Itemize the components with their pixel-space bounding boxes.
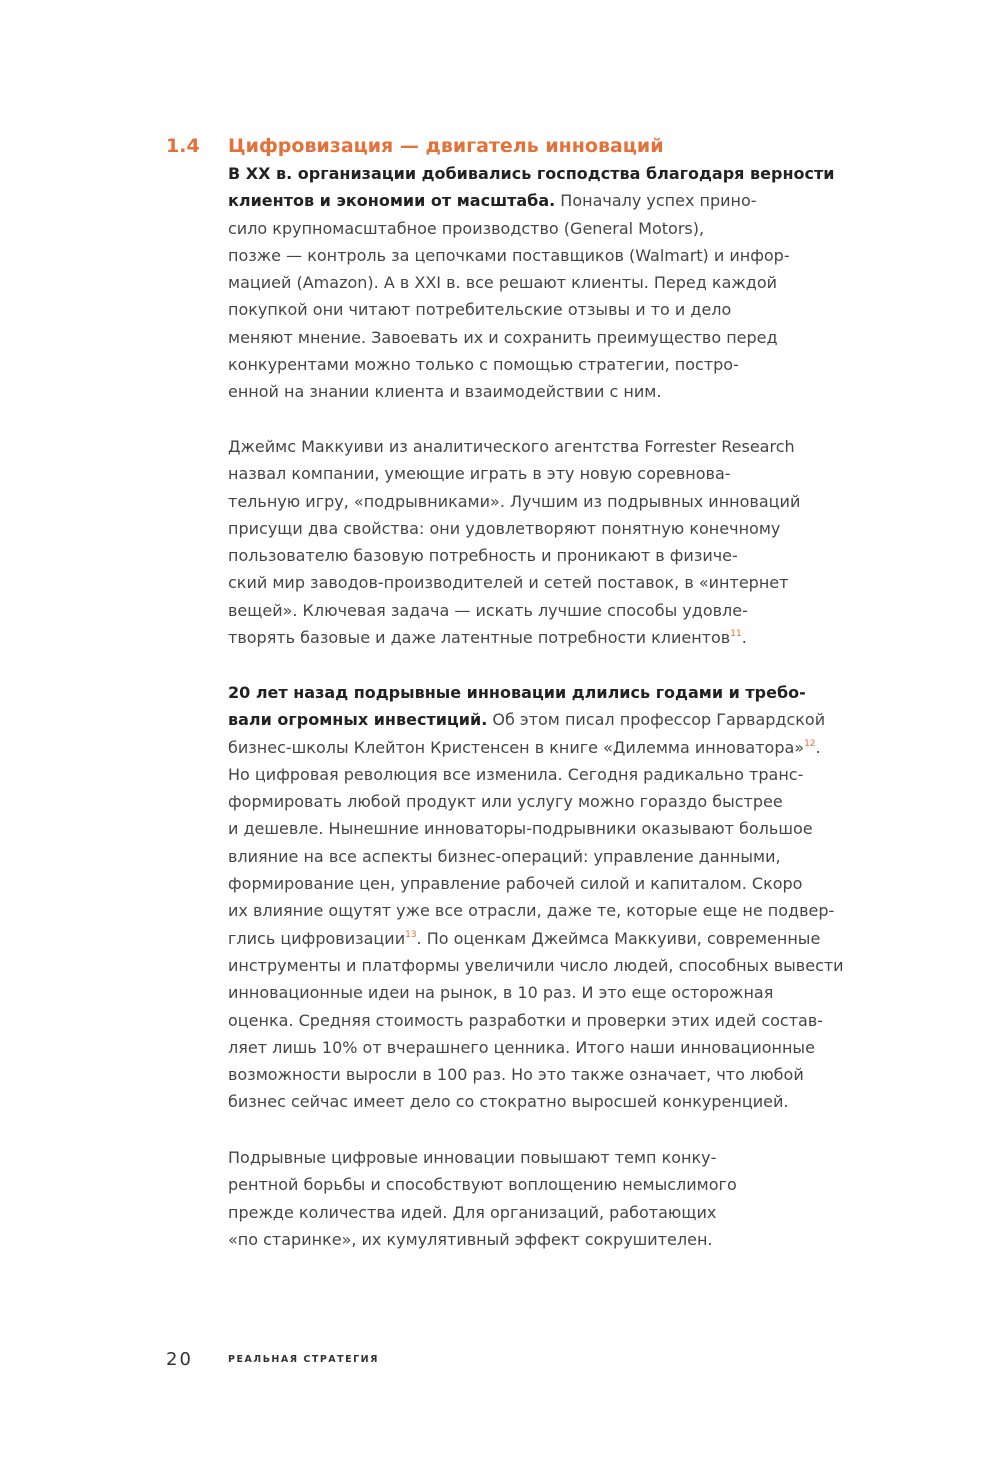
p3-line: 20 лет назад подрывные инновации длились годами и требо- [228,683,806,702]
p3-line: Но цифровая революция все изменила. Сегодня радикально транс- [228,764,804,784]
p3-line [228,706,868,733]
p3-line-text: глись цифровизации [228,928,406,948]
p1-line: конкурентами можно только с помощью стратегии, постро- [228,355,739,375]
footnote-ref-13[interactable]: 13 [405,929,417,940]
p1-line: енной на знании клиента и взаимодействии с ним. [228,382,662,402]
p1-line: позже — контроль за цепочками поставщиков (Walmart) и инфор- [228,245,790,265]
p3-line: бизнес сейчас имеет дело со стократно выросшей конкуренцией. [228,1092,789,1112]
p4-line: Подрывные цифровые инновации повышают темп конку- [228,1148,717,1167]
p3-line: инновационные идеи на рынок, в 10 раз. И это еще осторожная [228,983,774,1003]
p3-line: ляет лишь 10% от вчерашнего ценника. Итого наши инновационные [228,1037,815,1057]
p1-line: меняют мнение. Завоевать их и сохранить преимущество перед [228,327,778,347]
p4-line: прежде количества идей. Для организаций, работающих [228,1202,717,1222]
paragraph-2 [228,433,868,651]
paragraph-1 [228,160,868,406]
p3-line: оценка. Средняя стоимость разработки и проверки этих идей состав- [228,1010,824,1030]
p1-line: мацией (Amazon). А в XXI в. все решают клиенты. Перед каждой [228,273,778,293]
p3-line: влияние на все аспекты бизнес-операций: управление данными, [228,846,781,866]
p3-lead-bold: вали огромных инвестиций. [228,710,488,730]
p3-line: возможности выросли в 100 раз. Но это также означает, что любой [228,1065,804,1085]
footnote-ref-12[interactable]: 12 [804,738,816,749]
p1-line [228,187,868,214]
p3-line-rest: Об этом писал профессор Гарвардской [487,710,826,730]
p1-line: покупкой они читают потребительские отзывы и то и дело [228,300,732,320]
p2-line: присущи два свойства: они удовлетворяют понятную конечному [228,518,781,538]
p2-line: ский мир заводов-производителей и сетей поставок, в «интернет [228,573,789,593]
paragraph-4 [228,1144,868,1253]
p3-line: инструменты и платформы увеличили число людей, способных вывести [228,955,844,975]
running-footer-title: РЕАЛЬНАЯ СТРАТЕГИЯ [228,1354,379,1365]
footnote-ref-11[interactable]: 11 [730,629,742,640]
p4-line: рентной борьбы и способствуют воплощению немыслимого [228,1175,737,1195]
p2-line: тельную игру, «подрывниками». Лучшим из подрывных инноваций [228,491,801,511]
p3-line: формирование цен, управление рабочей силой и капиталом. Скоро [228,874,803,894]
p3-line-rest: . По оценкам Джеймса Маккуиви, современные [416,928,821,948]
section-title: Цифровизация — двигатель инноваций [228,135,664,157]
p1-line-rest: Поначалу успех прино- [555,191,757,211]
paragraph-3 [228,679,868,1116]
p2-line: назвал компании, умеющие играть в эту новую соревнова- [228,464,731,484]
p2-line [228,624,868,651]
p3-line: и дешевле. Нынешние инноваторы-подрывники оказывают большое [228,819,813,839]
p1-lead-bold: клиентов и экономии от масштаба. [228,191,556,211]
p1-line: сило крупномасштабное производство (General Motors), [228,218,705,238]
section-number: 1.4 [166,135,200,157]
p1-line: В XX в. организации добивались господства благодаря верности [228,164,835,183]
p2-line-end: . [741,628,747,648]
p3-line: их влияние ощутят уже все отрасли, даже те, которые еще не подвер- [228,901,835,921]
p3-line [228,925,868,952]
p4-line: «по старинке», их кумулятивный эффект сокрушителен. [228,1229,713,1249]
p3-line-text: бизнес-школы Клейтон Кристенсен в книге «Дилемма инноватора» [228,737,805,757]
p2-line: пользователю базовую потребность и проникают в физиче- [228,546,738,566]
p3-line-end: . [815,737,821,757]
p3-line: формировать любой продукт или услугу можно гораздо быстрее [228,792,783,812]
page-number: 20 [166,1349,193,1370]
p2-line: Джеймс Маккуиви из аналитического агентства Forrester Research [228,437,795,456]
p3-line [228,734,868,761]
p2-line-text: творять базовые и даже латентные потребности клиентов [228,628,731,648]
p2-line: вещей». Ключевая задача — искать лучшие способы удовле- [228,600,748,620]
